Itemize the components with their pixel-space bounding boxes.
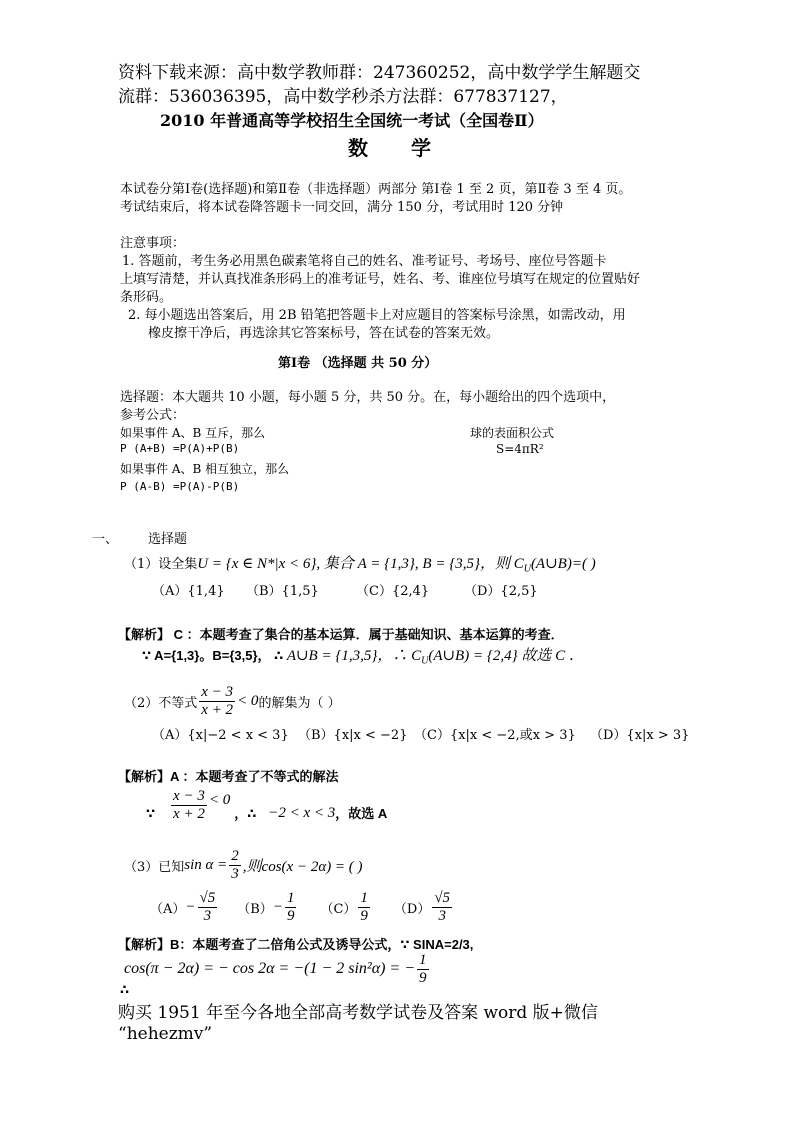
intro-line-1: 本试卷分第Ⅰ卷(选择题)和第Ⅱ卷（非选择题）两部分 第Ⅰ卷 1 至 2 页，第Ⅱ卷 3 至 4 页。 <box>120 182 632 197</box>
question-3-option-a: （A） <box>150 901 186 917</box>
footer-line-2: “hehezmv” <box>118 1024 213 1044</box>
formula-mutually-exclusive: 如果事件 A、B 互斥，那么 <box>120 426 266 440</box>
section-number: 一、 <box>92 532 119 547</box>
formula-independent: 如果事件 A、B 相互独立，那么 <box>120 462 290 476</box>
question-3-solution: 【解析】B：本题考查了二倍角公式及诱导公式，∵ SINA=2/3, <box>118 937 474 952</box>
note-2-line-2: 橡皮擦干净后，再选涂其它答案标号，答在试卷的答案无效。 <box>148 326 500 341</box>
subject-title: 数 学 <box>348 136 449 160</box>
question-2-solution: 【解析】A ：本题考查了不等式的解法 <box>118 769 339 784</box>
question-3-options: （A） − $\frac{√5}{3}$ （B） − $\frac{1}{9}$ （C） $\frac{1}{9}$ （D） $\frac{√5}{3}$ <box>150 890 451 924</box>
question-2-stem: （2）不等式 $\frac{x - 3}{x + 2}$ < 0 的解集为（ ） <box>124 684 341 718</box>
part1-description: 选择题：本大题共 10 小题，每小题 5 分，共 50 分。在，每小题给出的四个选项中， <box>120 390 616 405</box>
question-2-option-a: （A）{x|−2 < x < 3} <box>152 728 289 743</box>
question-3-option-d-fraction: $\frac{√5}{3}$ <box>434 890 451 924</box>
question-3-option-b: （B） <box>237 901 273 917</box>
question-3-stem: （3）已知 sin α = $\frac{2}{3}$ ,则cos(x − 2α) = ( ) <box>124 848 363 882</box>
question-2-solution-fraction: $\frac{x - 3}{x + 2}$ <box>173 788 205 822</box>
formula-product: P (A-B) =P(A)-P(B) <box>120 480 240 493</box>
therefore-symbol: ∴ <box>120 982 130 997</box>
question-2-fraction: $\frac{x - 3}{x + 2}$ <box>201 684 234 718</box>
question-2-solution-line-2: ∵ $\frac{x - 3}{x + 2}$ < 0 ，∴ −2 < x < 3 ，故选 A <box>146 788 388 822</box>
question-1-option-b: （B）{1,5} <box>246 584 319 599</box>
note-2-line-1: 2. 每小题选出答案后，用 2B 铅笔把答题卡上对应题目的答案标号涂黑，如需改动，用 <box>128 308 626 323</box>
note-1-line-2: 上填写清楚，并认真找准条形码上的准考证号，姓名、考、谁座位号填写在规定的位置贴好 <box>120 272 641 287</box>
note-1-line-3: 条形码。 <box>120 290 173 305</box>
footer-line-1: 购买 1951 年至今各地全部高考数学试卷及答案 word 版+微信 <box>118 1003 598 1023</box>
question-3-option-b-fraction: $\frac{1}{9}$ <box>286 890 295 924</box>
question-3-option-c-fraction: $\frac{1}{9}$ <box>360 890 368 924</box>
question-1-solution: 【解析】 C ：本题考查了集合的基本运算．属于基础知识、基本运算的考查． <box>118 627 564 642</box>
question-1-stem: （1）设全集U = {x ∈ N*|x < 6}, 集合 A = {1,3}, B = {3,5}，则 $C_U(A\cup B)=$( ) <box>124 556 596 575</box>
question-1-solution-line-2: ∵ A={1,3}。B={3,5}， ∴ A∪B = {1,3,5}，∴ $C_U(A\cup B) = \{2,4\}$ 故选 C ． <box>142 648 584 667</box>
sphere-area-label: 球的表面积公式 <box>470 426 555 440</box>
formula-sum: P (A+B) =P(A)+P(B) <box>120 442 240 455</box>
question-3-option-a-fraction: $\frac{√5}{3}$ <box>199 890 216 924</box>
reference-formula-heading: 参考公式： <box>120 408 186 423</box>
section-name: 选择题 <box>148 532 188 547</box>
source-line-1: 资料下载来源：高中数学教师群：247360252，高中数学学生解题交 <box>118 63 641 83</box>
sphere-area-formula: S=4πR² <box>496 442 544 456</box>
question-1-option-a: （A）{1,4} <box>152 584 225 599</box>
question-3-solution-fraction: $\frac{1}{9}$ <box>419 952 427 986</box>
notes-heading: 注意事项： <box>120 236 186 251</box>
intro-line-2: 考试结束后，将本试卷降答题卡一同交回，满分 150 分，考试用时 120 分钟 <box>120 200 564 215</box>
part1-heading: 第Ⅰ卷 （选择题 共 50 分） <box>278 356 438 371</box>
question-3-solution-formula: cos(π − 2α) = − cos 2α = −(1 − 2 sin²α) = − $\frac{1}{9}$ <box>124 952 427 986</box>
question-3-option-c: （C） <box>320 901 357 917</box>
note-1-line-1: 1. 答题前，考生务必用黑色碳素笔将自己的姓名、准考证号、考场号、座位号答题卡 <box>122 254 607 269</box>
question-2-option-d: （D）{x|x > 3} <box>590 728 690 743</box>
question-1-option-d: （D）{2,5} <box>464 584 538 599</box>
question-3-option-d: （D） <box>393 901 431 917</box>
question-1-option-c: （C）{2,4} <box>356 584 430 599</box>
source-line-2: 流群：536036395，高中数学秒杀方法群：677837127， <box>118 87 568 107</box>
exam-title: 2010 年普通高等学校招生全国统一考试（全国卷Ⅱ） <box>160 111 544 130</box>
question-2-option-b: （B）{x|x < −2} <box>298 728 408 743</box>
question-3-fraction: $\frac{2}{3}$ <box>231 848 239 882</box>
question-2-option-c: （C）{x|x < −2,或x > 3} <box>414 728 576 743</box>
